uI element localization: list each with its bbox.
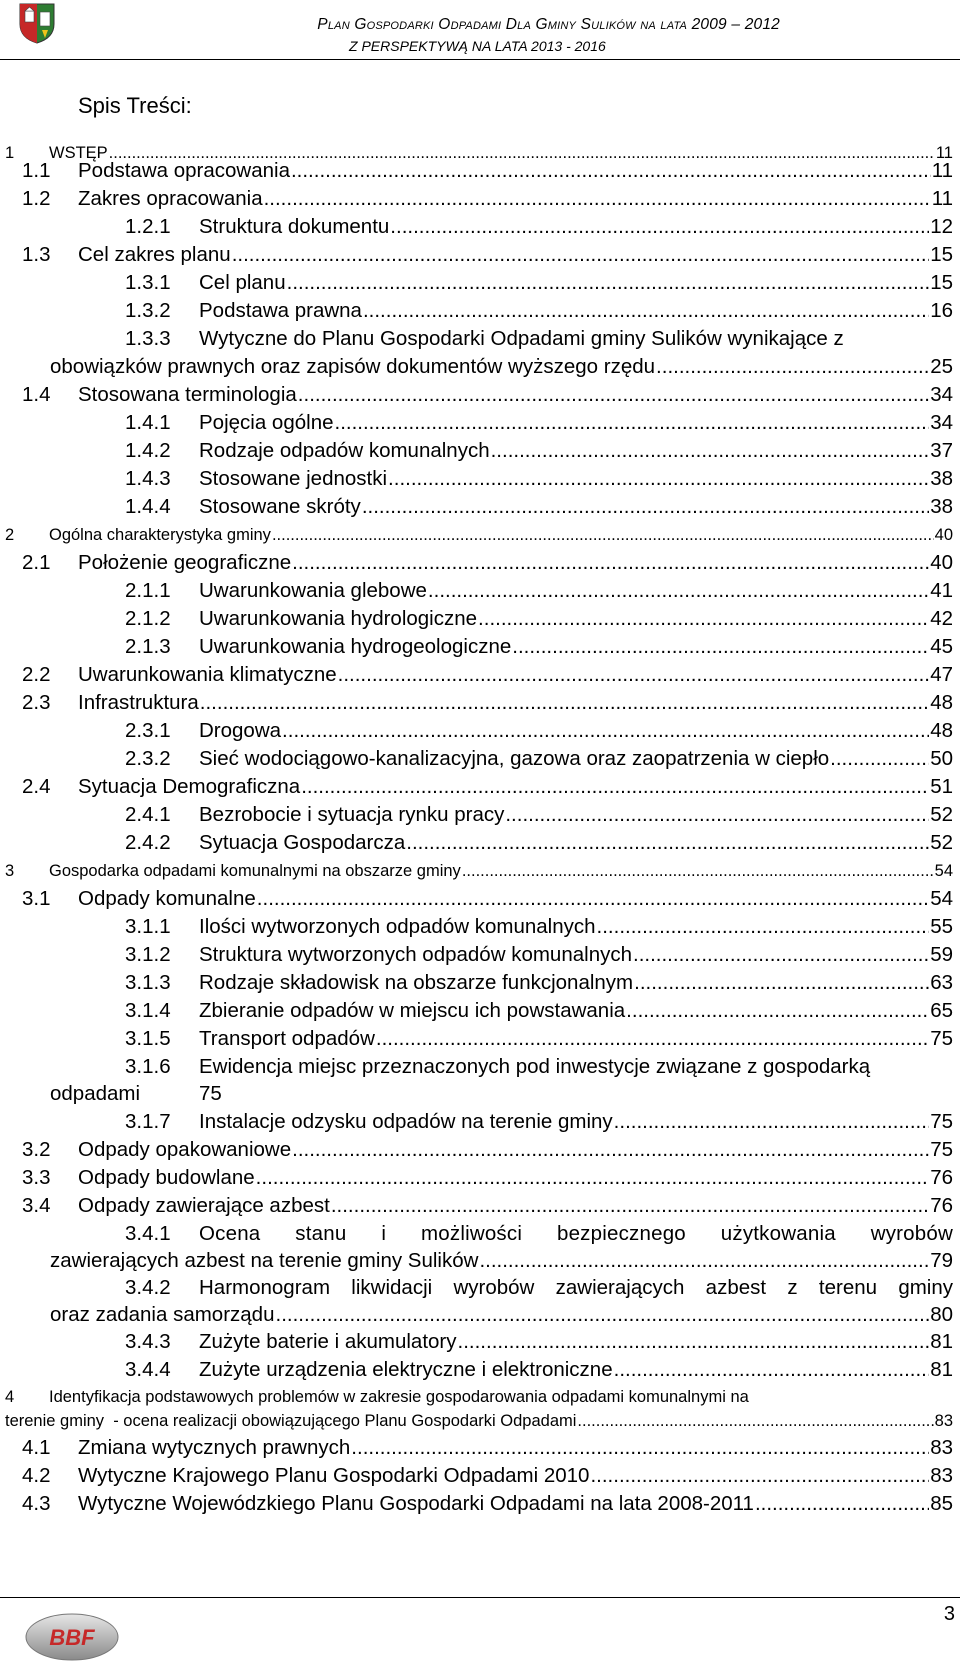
toc-entry-page: 85	[930, 1492, 953, 1515]
toc-entry-title: Podstawa opracowania	[78, 159, 290, 182]
toc-entry-number: 2.4	[22, 775, 51, 798]
toc-leader-dots	[338, 663, 930, 687]
toc-entry-page: 50	[930, 747, 953, 770]
toc-leader-dots	[282, 719, 929, 743]
toc-leader-dots	[478, 607, 929, 631]
toc-entry-number: 3.2	[22, 1138, 51, 1161]
toc-entry-title: Zakres opracowania	[78, 187, 263, 210]
toc-entry-page: 59	[930, 943, 953, 966]
toc-entry-number: 2.1.3	[125, 635, 171, 658]
toc-leader-dots	[590, 1464, 929, 1488]
document-title: Plan Gospodarki Odpadami Dla Gminy Sulików na lata 2009 – 2012	[317, 16, 780, 33]
toc-entry[interactable]	[125, 439, 953, 467]
toc-entry-title: Identyfikacja podstawowych problemów w zakresie gospodarowania odpadami komunalnymi na	[49, 1388, 749, 1406]
svg-text:BBF: BBF	[49, 1625, 95, 1650]
toc-entry-continuation[interactable]	[50, 1082, 222, 1106]
toc-entry-page: 41	[930, 579, 953, 602]
toc-leader-dots	[830, 747, 929, 771]
toc-leader-dots	[577, 1412, 933, 1431]
toc-entry-page: 42	[930, 607, 953, 630]
toc-entry-page: 54	[930, 887, 953, 910]
toc-entry[interactable]	[125, 579, 953, 607]
toc-entry-page: 54	[934, 862, 953, 880]
toc-entry-page: 81	[930, 1330, 953, 1353]
toc-leader-dots	[272, 526, 934, 545]
toc-entry-page: 76	[930, 1194, 953, 1217]
toc-entry-title: Sytuacja Demograficzna	[78, 775, 301, 798]
toc-entry-continuation[interactable]	[5, 1412, 953, 1436]
toc-leader-dots	[335, 411, 930, 435]
toc-entry-title: Odpady opakowaniowe	[78, 1138, 292, 1161]
toc-leader-dots	[276, 1303, 930, 1327]
toc-entry[interactable]	[5, 862, 953, 886]
toc-entry-title: Drogowa	[199, 719, 282, 742]
toc-entry-page: 47	[930, 663, 953, 686]
toc-entry-number: 4.2	[22, 1464, 51, 1487]
toc-entry-page: 48	[930, 691, 953, 714]
toc-entry-title: Uwarunkowania hydrogeologiczne	[199, 635, 512, 658]
toc-entry-title: Instalacje odzysku odpadów na terenie gminy	[199, 1110, 613, 1133]
toc-entry-title: Zużyte baterie i akumulatory	[199, 1330, 457, 1353]
toc-entry-number: 1.4.2	[125, 439, 171, 462]
toc-entry-title: Cel zakres planu	[78, 243, 231, 266]
toc-entry-title: Gospodarka odpadami komunalnymi na obszarze gminy	[49, 862, 461, 880]
toc-entry-title: Odpady komunalne	[78, 887, 256, 910]
toc-entry[interactable]	[125, 831, 953, 859]
toc-leader-dots	[491, 439, 930, 463]
toc-leader-dots	[755, 1492, 929, 1516]
toc-entry[interactable]	[125, 1358, 953, 1386]
toc-entry-title: Położenie geograficzne	[78, 551, 292, 574]
toc-entry-number: 1.3.2	[125, 299, 171, 322]
toc-entry-page: 34	[930, 383, 953, 406]
toc-leader-dots	[351, 1436, 929, 1460]
toc-entry-number: 3.1.1	[125, 915, 171, 938]
toc-entry-title: Harmonogram likwidacji wyrobów zawierających azbest z terenu gminy	[199, 1276, 953, 1299]
toc-leader-dots	[626, 999, 929, 1023]
toc-entry-title: Ocena stanu i możliwości bezpiecznego użytkowania wyrobów	[199, 1222, 953, 1245]
toc-entry[interactable]	[125, 747, 953, 775]
toc-entry[interactable]	[125, 411, 953, 439]
toc-leader-dots	[512, 635, 929, 659]
toc-entry-title: Odpady budowlane	[78, 1166, 255, 1189]
toc-entry[interactable]	[125, 719, 953, 747]
toc-entry[interactable]	[22, 383, 953, 411]
toc-leader-dots	[614, 1358, 930, 1382]
toc-entry-page: 79	[930, 1249, 953, 1272]
toc-entry-page: 63	[930, 971, 953, 994]
toc-entry-page: 38	[930, 495, 953, 518]
toc-entry-number: 4.1	[22, 1436, 51, 1459]
toc-entry-number: 1.4.4	[125, 495, 171, 518]
toc-leader-dots	[301, 775, 929, 799]
toc-entry-page: 83	[930, 1464, 953, 1487]
toc-entry-title: Rodzaje składowisk na obszarze funkcjonalnym	[199, 971, 634, 994]
toc-entry-title: Transport odpadów	[199, 1027, 375, 1050]
toc-leader-dots	[479, 1249, 929, 1273]
toc-entry-page: 37	[930, 439, 953, 462]
toc-entry-page: 48	[930, 719, 953, 742]
toc-leader-dots	[462, 862, 934, 881]
toc-entry-number: 2.3.2	[125, 747, 171, 770]
toc-entry-number: 4.3	[22, 1492, 51, 1515]
toc-entry[interactable]	[5, 1388, 749, 1407]
toc-entry-continuation[interactable]	[50, 1249, 953, 1277]
toc-entry-page: 51	[930, 775, 953, 798]
toc-entry-number: 3.1.3	[125, 971, 171, 994]
toc-entry-number: 1.4.1	[125, 411, 171, 434]
toc-entry-number: 3.4.1	[125, 1222, 171, 1245]
toc-entry-title: Uwarunkowania klimatyczne	[78, 663, 337, 686]
toc-entry-title-cont: terenie gminy - ocena realizacji obowiązującego Planu Gospodarki Odpadami	[5, 1412, 577, 1430]
toc-leader-dots	[264, 187, 931, 211]
toc-entry[interactable]	[125, 299, 953, 327]
toc-entry-number: 3.4	[22, 1194, 51, 1217]
toc-entry-title: Zużyte urządzenia elektryczne i elektroniczne	[199, 1358, 613, 1381]
toc-entry-page: 11	[935, 144, 953, 162]
toc-entry-title: Ogólna charakterystyka gminy	[49, 526, 271, 544]
toc-entry-number: 1.4	[22, 383, 51, 406]
toc-leader-dots	[634, 971, 929, 995]
toc-entry[interactable]	[125, 999, 953, 1027]
toc-entry-title: Zmiana wytycznych prawnych	[78, 1436, 351, 1459]
toc-entry-number: 2.3.1	[125, 719, 171, 742]
toc-entry-number: 2.2	[22, 663, 51, 686]
toc-entry-title: Pojęcia ogólne	[199, 411, 334, 434]
toc-entry-title-cont: oraz zadania samorządu	[50, 1303, 275, 1326]
toc-entry-number: 3.1.2	[125, 943, 171, 966]
toc-entry[interactable]	[125, 467, 953, 495]
page-number: 3	[943, 1603, 955, 1625]
toc-entry-continuation[interactable]	[50, 1303, 953, 1331]
toc-leader-dots	[597, 915, 930, 939]
toc-leader-dots	[633, 943, 929, 967]
toc-entry[interactable]	[22, 187, 953, 215]
toc-entry[interactable]	[125, 943, 953, 971]
toc-entry[interactable]	[22, 1492, 953, 1520]
toc-entry[interactable]	[125, 971, 953, 999]
toc-entry[interactable]	[22, 1464, 953, 1492]
toc-entry-title: Ewidencja miejsc przeznaczonych pod inwestycje związane z gospodarką	[199, 1055, 871, 1078]
toc-entry-number: 3.1.7	[125, 1110, 171, 1133]
toc-entry[interactable]	[125, 607, 953, 635]
toc-entry-number: 3	[5, 862, 15, 880]
toc-entry-page: 52	[930, 831, 953, 854]
toc-entry-page: 11	[931, 159, 953, 182]
toc-entry-number: 2.1.2	[125, 607, 171, 630]
toc-entry[interactable]	[22, 159, 953, 187]
toc-entry-title: Wytyczne Krajowego Planu Gospodarki Odpadami 2010	[78, 1464, 590, 1487]
toc-entry-number: 3.1	[22, 887, 51, 910]
toc-entry-page: 12	[930, 215, 953, 238]
toc-leader-dots	[291, 159, 931, 183]
toc-entry-title: Bezrobocie i sytuacja rynku pracy	[199, 803, 505, 826]
toc-entry-page: 38	[930, 467, 953, 490]
toc-entry[interactable]	[22, 1166, 953, 1194]
toc-entry-number: 2.4.1	[125, 803, 171, 826]
toc-entry-number: 2.1.1	[125, 579, 171, 602]
toc-entry-page: 83	[934, 1412, 953, 1430]
toc-leader-dots	[458, 1330, 930, 1354]
toc-entry[interactable]	[125, 1276, 953, 1300]
toc-leader-dots	[363, 299, 929, 323]
toc-entry-title-cont: zawierających azbest na terenie gminy Sulików	[50, 1249, 479, 1272]
toc-entry[interactable]	[22, 887, 953, 915]
toc-entry-number: 3.1.6	[125, 1055, 171, 1078]
toc-entry[interactable]	[22, 243, 953, 271]
toc-entry[interactable]	[125, 495, 953, 523]
toc-entry-title: Odpady zawierające azbest	[78, 1194, 330, 1217]
toc-leader-dots	[287, 271, 930, 295]
toc-entry[interactable]	[125, 1055, 953, 1079]
toc-entry-number: 2.4.2	[125, 831, 171, 854]
toc-entry-title: Uwarunkowania hydrologiczne	[199, 607, 478, 630]
toc-entry-number: 1.2	[22, 187, 51, 210]
toc-heading: Spis Treści:	[78, 93, 192, 118]
toc-entry-page: 80	[930, 1303, 953, 1326]
toc-entry-number: 1.1	[22, 159, 51, 182]
document-subtitle: Z PERSPEKTYWĄ NA LATA 2013 - 2016	[349, 38, 606, 54]
toc-entry[interactable]	[125, 1330, 953, 1358]
toc-entry-number: 2	[5, 526, 15, 544]
toc-leader-dots	[390, 215, 929, 239]
toc-leader-dots	[362, 495, 929, 519]
toc-entry-title: Sytuacja Gospodarcza	[199, 831, 406, 854]
toc-leader-dots	[257, 887, 929, 911]
toc-entry-page: 65	[930, 999, 953, 1022]
toc-entry[interactable]	[125, 803, 953, 831]
toc-leader-dots	[331, 1194, 929, 1218]
toc-entry[interactable]	[5, 526, 953, 550]
toc-entry-page: 75	[930, 1138, 953, 1161]
toc-entry-number: 1.3.1	[125, 271, 171, 294]
toc-entry-title-cont: odpadami	[50, 1082, 141, 1105]
toc-entry-page: 75	[930, 1027, 953, 1050]
toc-entry-page: 55	[930, 915, 953, 938]
toc-entry-page: 75	[199, 1082, 222, 1105]
toc-entry-title: Sieć wodociągowo-kanalizacyjna, gazowa oraz zaopatrzenia w ciepło	[199, 747, 830, 770]
bbf-logo-icon	[24, 1612, 120, 1662]
toc-entry-title: Wytyczne do Planu Gospodarki Odpadami gminy Sulików wynikające z	[199, 327, 844, 350]
toc-entry[interactable]	[125, 271, 953, 299]
toc-entry-number: 3.3	[22, 1166, 51, 1189]
toc-entry-title: Rodzaje odpadów komunalnych	[199, 439, 490, 462]
toc-entry[interactable]	[125, 635, 953, 663]
toc-entry-number: 1	[5, 144, 15, 162]
toc-entry-title: Struktura wytworzonych odpadów komunalnych	[199, 943, 632, 966]
toc-entry-page: 75	[930, 1110, 953, 1133]
toc-entry-number: 1.3	[22, 243, 51, 266]
toc-leader-dots	[256, 1166, 930, 1190]
toc-entry-title: WSTĘP	[49, 144, 108, 162]
toc-entry-page: 15	[930, 243, 953, 266]
toc-leader-dots	[200, 691, 929, 715]
toc-leader-dots	[388, 467, 929, 491]
toc-entry-number: 2.1	[22, 551, 51, 574]
toc-entry-number: 2.3	[22, 691, 51, 714]
toc-leader-dots	[298, 383, 929, 407]
toc-entry-page: 40	[934, 526, 953, 544]
toc-leader-dots	[406, 831, 929, 855]
toc-leader-dots	[614, 1110, 930, 1134]
toc-entry-number: 3.4.3	[125, 1330, 171, 1353]
toc-entry-number: 3.1.4	[125, 999, 171, 1022]
toc-entry[interactable]	[22, 663, 953, 691]
toc-entry-page: 76	[930, 1166, 953, 1189]
toc-entry-title: Cel planu	[199, 271, 286, 294]
toc-leader-dots	[376, 1027, 929, 1051]
toc-entry-number: 3.4.2	[125, 1276, 171, 1299]
toc-entry-page: 15	[930, 271, 953, 294]
toc-entry[interactable]	[125, 1027, 953, 1055]
toc-entry-number: 1.2.1	[125, 215, 171, 238]
toc-entry[interactable]	[22, 551, 953, 579]
toc-entry-title: Stosowane skróty	[199, 495, 361, 518]
toc-leader-dots	[428, 579, 929, 603]
toc-entry-title: Stosowane jednostki	[199, 467, 388, 490]
toc-entry-number: 3.1.5	[125, 1027, 171, 1050]
toc-entry[interactable]	[125, 327, 953, 351]
toc-entry-title: Stosowana terminologia	[78, 383, 297, 406]
toc-entry-page: 34	[930, 411, 953, 434]
toc-leader-dots	[232, 243, 929, 267]
toc-entry-title: Wytyczne Wojewódzkiego Planu Gospodarki Odpadami na lata 2008-2011	[78, 1492, 754, 1515]
toc-entry[interactable]	[125, 1110, 953, 1138]
toc-entry-page: 81	[930, 1358, 953, 1381]
toc-entry[interactable]	[125, 215, 953, 243]
toc-entry[interactable]	[22, 691, 953, 719]
toc-entry[interactable]	[22, 1194, 953, 1222]
toc-entry-title: Zbieranie odpadów w miejscu ich powstawania	[199, 999, 626, 1022]
toc-entry-title: Uwarunkowania glebowe	[199, 579, 427, 602]
toc-entry-title: Podstawa prawna	[199, 299, 362, 322]
toc-leader-dots	[505, 803, 929, 827]
toc-entry[interactable]	[125, 915, 953, 943]
footer-divider	[0, 1597, 960, 1598]
toc-entry-page: 45	[930, 635, 953, 658]
toc-leader-dots	[292, 551, 929, 575]
toc-entry-page: 11	[931, 187, 953, 210]
toc-entry[interactable]	[125, 1222, 953, 1246]
toc-entry-page: 25	[930, 355, 953, 378]
toc-entry-page: 52	[930, 803, 953, 826]
toc-leader-dots	[292, 1138, 929, 1162]
toc-entry-title: Ilości wytworzonych odpadów komunalnych	[199, 915, 596, 938]
toc-entry[interactable]	[22, 1138, 953, 1166]
toc-entry-title: Infrastruktura	[78, 691, 199, 714]
toc-entry-title-cont: obowiązków prawnych oraz zapisów dokumentów wyższego rzędu	[50, 355, 656, 378]
toc-entry-number: 3.4.4	[125, 1358, 171, 1381]
toc-entry[interactable]	[22, 1436, 953, 1464]
toc-entry-number: 1.3.3	[125, 327, 171, 350]
toc-entry[interactable]	[22, 775, 953, 803]
toc-entry-page: 83	[930, 1436, 953, 1459]
toc-entry-title: Struktura dokumentu	[199, 215, 390, 238]
toc-entry-continuation[interactable]	[50, 355, 953, 383]
toc-entry-page: 16	[930, 299, 953, 322]
toc-leader-dots	[656, 355, 929, 379]
toc-entry-page: 40	[930, 551, 953, 574]
toc-entry-number: 1.4.3	[125, 467, 171, 490]
toc-entry-number: 4	[5, 1388, 15, 1406]
